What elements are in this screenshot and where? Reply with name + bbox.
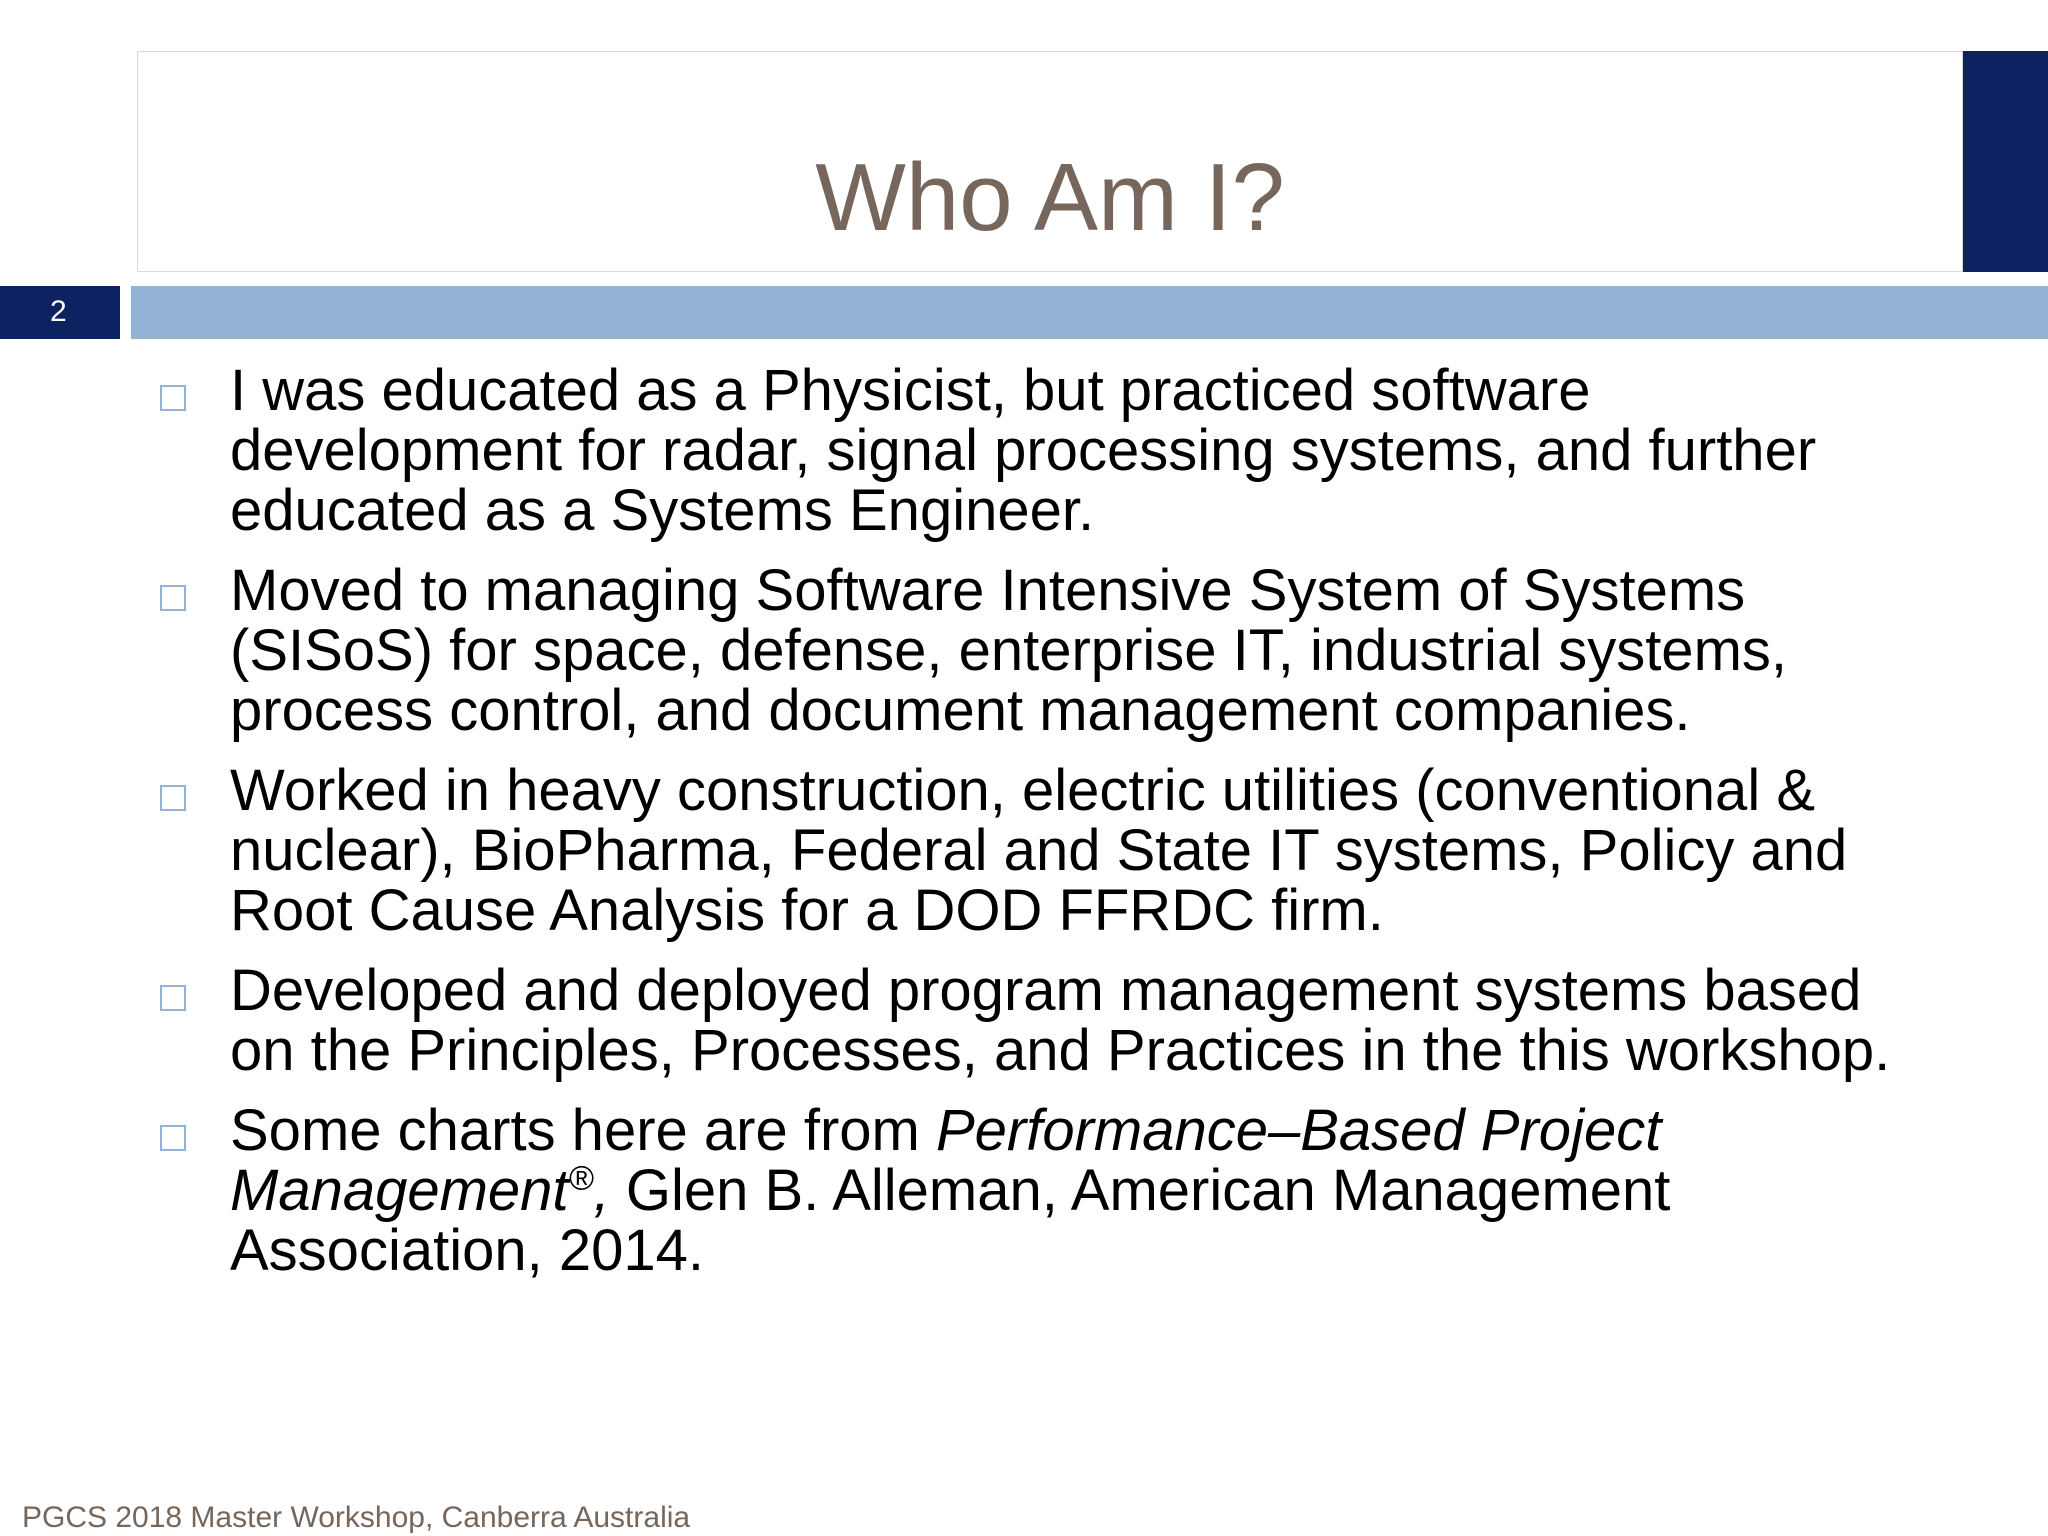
square-bullet-icon — [160, 785, 186, 811]
bullet-list — [160, 358, 1920, 1301]
bullet-text: I was educated as a Physicist, but practiced software development for radar, signal processing systems, and further educated as a Systems Engineer. — [230, 358, 1817, 543]
header-rule-bar — [131, 286, 2048, 339]
registered-mark: ® — [568, 1159, 594, 1198]
bullet-item — [160, 958, 1920, 1083]
book-title-text: Performance–Based Project Management — [230, 1098, 1662, 1223]
title-box — [137, 51, 1963, 272]
slide-number: 2 — [50, 295, 67, 328]
bullet-item — [160, 1098, 1920, 1283]
slide-title: Who Am I? — [815, 144, 1285, 251]
bullet-text-suffix: Glen B. Alleman, American Management Association, 2014. — [230, 1158, 1671, 1283]
bullet-item — [160, 558, 1920, 743]
title-accent-block — [1963, 51, 2048, 272]
bullet-text-prefix: Some charts here are from — [230, 1098, 936, 1163]
bullet-text: Developed and deployed program management systems based on the Principles, Processes, and Practices in the this workshop. — [230, 958, 1891, 1083]
bullet-text: Moved to managing Software Intensive System of Systems (SISoS) for space, defense, enterprise IT, industrial systems, process control, and document management companies. — [230, 558, 1787, 743]
square-bullet-icon — [160, 585, 186, 611]
footer-text: PGCS 2018 Master Workshop, Canberra Australia — [22, 1501, 691, 1534]
square-bullet-icon — [160, 385, 186, 411]
square-bullet-icon — [160, 1125, 186, 1151]
bullet-text: Worked in heavy construction, electric utilities (conventional & nuclear), BioPharma, Federal and State IT systems, Policy and Root Cause Analysis for a DOD FFRDC firm. — [230, 758, 1848, 943]
bullet-item — [160, 358, 1920, 543]
square-bullet-icon — [160, 985, 186, 1011]
book-title-comma: , — [593, 1158, 610, 1223]
bullet-item — [160, 758, 1920, 943]
